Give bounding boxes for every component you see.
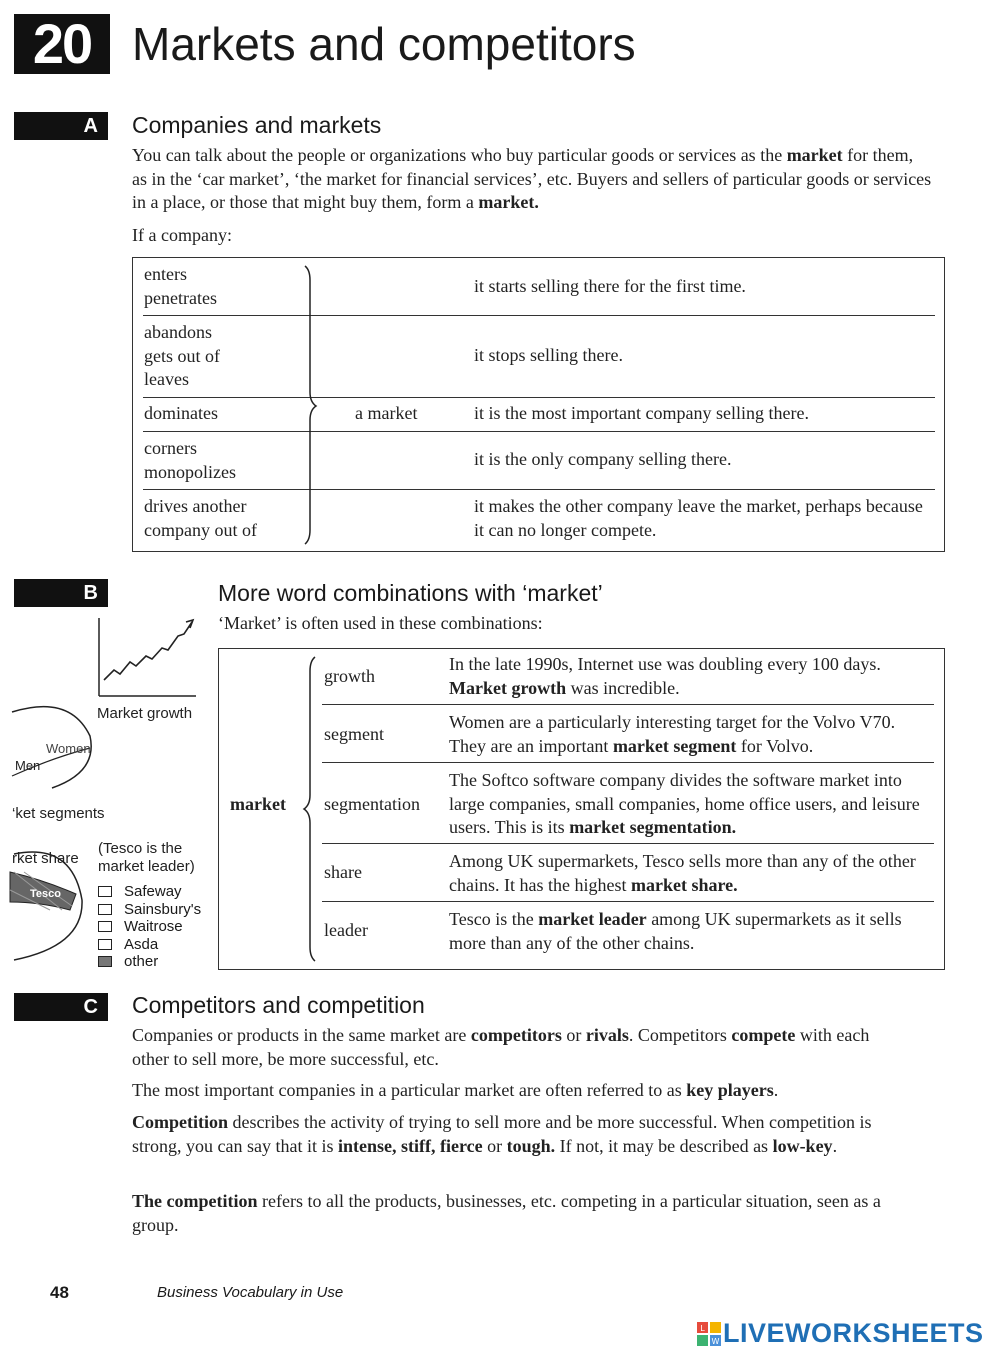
section-c-heading: Competitors and competition [132, 992, 425, 1018]
row-meaning: it is the only company selling there. [474, 449, 732, 469]
page-number: 48 [50, 1283, 69, 1302]
row-meaning: it starts selling there for the first time. [474, 276, 746, 296]
legend-swatch [98, 921, 112, 932]
legend-item: Safeway [124, 883, 182, 901]
section-b-marker: B [14, 579, 108, 607]
row-verbs: corners monopolizes [144, 438, 236, 482]
market-share-label: rket share [12, 850, 79, 867]
a-market-label: a market [355, 403, 418, 423]
row-meaning: it stops selling there. [474, 345, 623, 365]
combo-word: share [324, 862, 362, 882]
market-growth-label: Market growth [97, 705, 193, 722]
pie-men-label: Men [15, 758, 41, 773]
section-b-heading: More word combinations with ‘market’ [218, 580, 603, 606]
combo-description: The Softco software company divides the software market into large companies, small companies, home office users, and leisure users. This is its market segmentation. [449, 770, 920, 837]
row-divider [322, 843, 934, 844]
book-title: Business Vocabulary in Use [157, 1284, 344, 1301]
row-meaning: it makes the other company leave the market, perhaps because it can no longer compete. [474, 496, 923, 540]
row-divider [143, 431, 935, 432]
svg-text:W: W [711, 1336, 720, 1346]
row-divider [322, 704, 934, 705]
share-legend [98, 883, 201, 971]
section-c-marker: C [14, 993, 108, 1021]
unit-number: 20 [14, 14, 110, 74]
share-pie-icon [10, 852, 82, 960]
section-a-marker: A [14, 112, 108, 140]
left-brace [301, 655, 319, 965]
legend-swatch [98, 886, 112, 897]
legend-swatch [98, 939, 112, 950]
row-verbs: dominates [144, 403, 218, 423]
tesco-note: (Tesco is the market leader) [98, 840, 195, 875]
combo-word: segment [324, 724, 384, 744]
row-divider [322, 762, 934, 763]
unit-title: Markets and competitors [132, 18, 636, 70]
legend-swatch [98, 956, 112, 967]
legend-item: Waitrose [124, 918, 183, 936]
section-a-intro: You can talk about the people or organizations who buy particular goods or services as the market for them, as in the ‘car market’, ‘the market for financial services’, etc. Buyers and sellers of particular goods or services in a place, or those that might buy them, form a market. [132, 145, 932, 212]
tesco-slice-label: Tesco [30, 888, 61, 900]
section-a-lead: If a company: [132, 225, 232, 245]
combo-description: Women are a particularly interesting target for the Volvo V70. They are an important market segment for Volvo. [449, 712, 896, 756]
section-b-lead: ‘Market’ is often used in these combinations: [218, 613, 543, 633]
row-meaning: it is the most important company selling there. [474, 403, 809, 423]
combo-description: Among UK supermarkets, Tesco sells more than any of the other chains. It has the highest market share. [449, 851, 916, 895]
legend-item: Asda [124, 935, 159, 953]
legend-item: other [124, 953, 159, 971]
section-a-heading: Companies and markets [132, 112, 382, 138]
section-c-paragraph: The competition refers to all the products, businesses, etc. competing in a particular situation, seen as a group. [132, 1191, 881, 1235]
section-c-paragraph: Companies or products in the same market are competitors or rivals. Competitors compete with each other to sell more, be more successful, etc. [132, 1025, 870, 1069]
combo-description: Tesco is the market leader among UK supermarkets as it sells more than any of the other chains. [449, 909, 902, 953]
legend-item: Sainsbury's [124, 900, 202, 918]
row-divider [322, 901, 934, 902]
combo-word: leader [324, 920, 368, 940]
row-verbs: enters penetrates [144, 264, 217, 308]
pie-women-label: Women [46, 741, 91, 756]
right-brace [301, 264, 319, 546]
market-verbs-table [132, 257, 945, 552]
section-c-paragraph: Competition describes the activity of trying to sell more and be more successful. When competition is strong, you can say that it is intense, stiff, fierce or tough. If not, it may be described as low-key. [132, 1112, 872, 1156]
market-segments-label: ‘ket segments [12, 805, 105, 822]
watermark-text: LIVEWORKSHEETS [723, 1318, 984, 1348]
row-verbs: abandons gets out of leaves [144, 322, 220, 389]
legend-swatch [98, 904, 112, 915]
combo-word: segmentation [324, 794, 420, 814]
combo-description: In the late 1990s, Internet use was doubling every 100 days. Market growth was incredible. [449, 654, 881, 698]
section-c-paragraph: The most important companies in a particular market are often referred to as key players. [132, 1080, 779, 1100]
row-divider [143, 397, 935, 398]
growth-chart-icon [99, 618, 196, 696]
row-verbs: drives another company out of [144, 496, 257, 540]
combo-word: growth [324, 666, 375, 686]
market-combinations-table [218, 648, 945, 970]
liveworksheets-logo-icon [697, 1322, 721, 1346]
svg-text:L: L [700, 1323, 705, 1333]
row-divider [143, 489, 935, 490]
liveworksheets-watermark [697, 1318, 984, 1349]
row-divider [143, 315, 935, 316]
market-center-word: market [230, 794, 286, 814]
